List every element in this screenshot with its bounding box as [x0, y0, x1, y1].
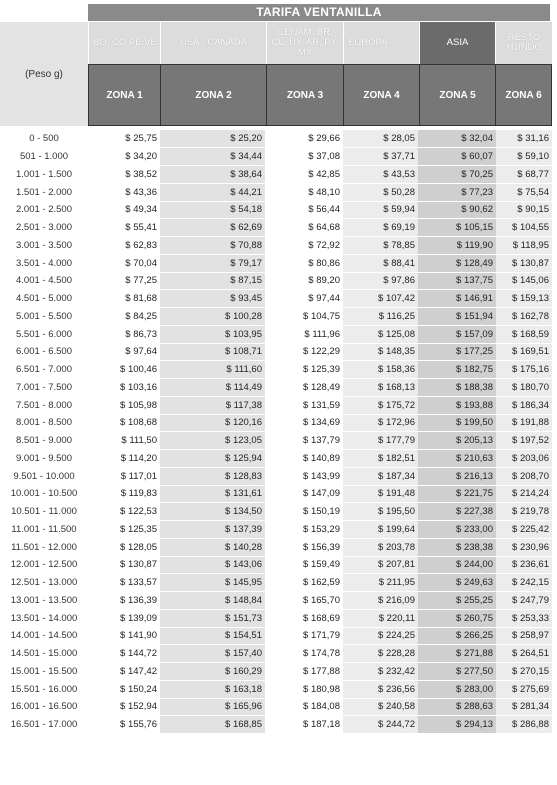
table-row [0, 467, 552, 485]
rate-table [0, 130, 552, 734]
rate-cell-zone-3: $ 140,89 [265, 450, 343, 468]
rate-cell-zone-4: $ 203,78 [343, 538, 418, 556]
rate-cell-zone-5: $ 205,13 [418, 432, 496, 450]
rate-cell-zone-4: $ 216,09 [343, 592, 418, 610]
rate-cell-zone-1: $ 136,39 [88, 592, 160, 610]
rate-cell-zone-1: $ 122,53 [88, 503, 160, 521]
weight-range-cell: 3.501 - 4.000 [16, 257, 72, 269]
rate-cell-zone-6: $ 145,06 [496, 272, 552, 290]
rate-cell-zone-2: $ 38,64 [160, 166, 265, 184]
weight-range-cell: 501 - 1.000 [19, 151, 69, 163]
rate-cell-zone-3: $ 80,86 [265, 254, 343, 272]
rate-cell-zone-3: $ 168,69 [265, 609, 343, 627]
rate-cell-zone-1: $ 100,46 [88, 361, 160, 379]
table-row [0, 592, 552, 610]
rate-cell-zone-2: $ 34,44 [160, 148, 265, 166]
table-row [0, 308, 552, 326]
rate-cell-zone-2: $ 157,40 [160, 645, 265, 663]
weight-range-cell: 13.001 - 13.500 [10, 594, 78, 606]
table-row [0, 716, 552, 734]
table-row [0, 272, 552, 290]
rate-cell-zone-4: $ 172,96 [343, 414, 418, 432]
rate-cell-zone-4: $ 43,53 [343, 166, 418, 184]
weight-range-cell: 15.001 - 15.500 [10, 665, 78, 677]
rate-cell-zone-4: $ 191,48 [343, 485, 418, 503]
rate-cell-zone-2: $ 165,96 [160, 698, 265, 716]
rate-cell-zone-4: $ 175,72 [343, 396, 418, 414]
rate-cell-zone-6: $ 31,16 [496, 130, 552, 148]
rate-cell-zone-6: $ 175,16 [496, 361, 552, 379]
rate-cell-zone-3: $ 174,78 [265, 645, 343, 663]
destination-zone-6: RESTO MUNDO [495, 22, 552, 64]
destination-zone-4: EUROPA [343, 22, 419, 64]
rate-cell-zone-3: $ 134,69 [265, 414, 343, 432]
rate-cell-zone-5: $ 294,13 [418, 716, 496, 734]
rate-cell-zone-1: $ 119,83 [88, 485, 160, 503]
destination-zone-1: BO, CO PE,VE [88, 22, 160, 64]
rate-cell-zone-5: $ 60,07 [418, 148, 496, 166]
weight-range-cell: 3.001 - 3.500 [16, 239, 72, 251]
rate-cell-zone-3: $ 180,98 [265, 680, 343, 698]
rate-cell-zone-3: $ 159,49 [265, 556, 343, 574]
rate-cell-zone-2: $ 145,95 [160, 574, 265, 592]
rate-cell-zone-6: $ 219,78 [496, 503, 552, 521]
rate-cell-zone-2: $ 143,06 [160, 556, 265, 574]
rate-cell-zone-1: $ 155,76 [88, 716, 160, 734]
rate-cell-zone-5: $ 277,50 [418, 663, 496, 681]
rate-cell-zone-2: $ 79,17 [160, 254, 265, 272]
rate-cell-zone-3: $ 150,19 [265, 503, 343, 521]
weight-range-cell: 9.501 - 10.000 [13, 470, 75, 482]
weight-range-cell: 10.001 - 10.500 [10, 488, 78, 500]
rate-cell-zone-1: $ 86,73 [88, 325, 160, 343]
table-row [0, 361, 552, 379]
weight-range-cell: 6.001 - 6.500 [16, 346, 72, 358]
rate-cell-zone-3: $ 143,99 [265, 467, 343, 485]
rate-cell-zone-3: $ 137,79 [265, 432, 343, 450]
table-row [0, 201, 552, 219]
rate-cell-zone-5: $ 255,25 [418, 592, 496, 610]
rate-cell-zone-2: $ 160,29 [160, 663, 265, 681]
weight-range-cell: 9.001 - 9.500 [16, 452, 72, 464]
rate-cell-zone-5: $ 157,09 [418, 325, 496, 343]
rate-cell-zone-1: $ 34,20 [88, 148, 160, 166]
rate-cell-zone-5: $ 193,88 [418, 396, 496, 414]
rate-cell-zone-1: $ 103,16 [88, 379, 160, 397]
rate-cell-zone-4: $ 187,34 [343, 467, 418, 485]
weight-range-cell: 12.001 - 12.500 [10, 559, 78, 571]
rate-cell-zone-1: $ 105,98 [88, 396, 160, 414]
table-row [0, 414, 552, 432]
table-row [0, 325, 552, 343]
rate-cell-zone-1: $ 25,75 [88, 130, 160, 148]
rate-cell-zone-2: $ 103,95 [160, 325, 265, 343]
rate-cell-zone-6: $ 197,52 [496, 432, 552, 450]
rate-cell-zone-6: $ 258,97 [496, 627, 552, 645]
rate-cell-zone-4: $ 211,95 [343, 574, 418, 592]
zone-header-3: ZONA 3 [266, 64, 344, 126]
rate-cell-zone-3: $ 56,44 [265, 201, 343, 219]
rate-cell-zone-6: $ 130,87 [496, 254, 552, 272]
table-row [0, 503, 552, 521]
rate-cell-zone-5: $ 199,50 [418, 414, 496, 432]
rate-cell-zone-3: $ 177,88 [265, 663, 343, 681]
rate-cell-zone-4: $ 207,81 [343, 556, 418, 574]
rate-cell-zone-6: $ 159,13 [496, 290, 552, 308]
rate-cell-zone-1: $ 147,42 [88, 663, 160, 681]
rate-cell-zone-4: $ 195,50 [343, 503, 418, 521]
rate-cell-zone-3: $ 37,08 [265, 148, 343, 166]
rate-cell-zone-1: $ 114,20 [88, 450, 160, 468]
table-row [0, 645, 552, 663]
rate-cell-zone-6: $ 242,15 [496, 574, 552, 592]
rate-cell-zone-3: $ 48,10 [265, 183, 343, 201]
rate-cell-zone-2: $ 131,61 [160, 485, 265, 503]
rate-cell-zone-5: $ 283,00 [418, 680, 496, 698]
rate-cell-zone-1: $ 70,04 [88, 254, 160, 272]
rate-cell-zone-3: $ 125,39 [265, 361, 343, 379]
rate-cell-zone-4: $ 168,13 [343, 379, 418, 397]
rate-cell-zone-2: $ 117,38 [160, 396, 265, 414]
rate-cell-zone-2: $ 62,69 [160, 219, 265, 237]
rate-cell-zone-4: $ 228,28 [343, 645, 418, 663]
rate-cell-zone-3: $ 184,08 [265, 698, 343, 716]
rate-cell-zone-2: $ 128,83 [160, 467, 265, 485]
rate-cell-zone-3: $ 72,92 [265, 237, 343, 255]
rate-cell-zone-3: $ 187,18 [265, 716, 343, 734]
rate-cell-zone-2: $ 87,15 [160, 272, 265, 290]
rate-cell-zone-6: $ 230,96 [496, 538, 552, 556]
rate-cell-zone-3: $ 153,29 [265, 521, 343, 539]
rate-cell-zone-4: $ 116,25 [343, 308, 418, 326]
rate-cell-zone-4: $ 177,79 [343, 432, 418, 450]
rate-cell-zone-6: $ 68,77 [496, 166, 552, 184]
rate-cell-zone-3: $ 111,96 [265, 325, 343, 343]
rate-cell-zone-3: $ 165,70 [265, 592, 343, 610]
rate-cell-zone-5: $ 119,90 [418, 237, 496, 255]
table-row [0, 556, 552, 574]
rate-cell-zone-4: $ 199,64 [343, 521, 418, 539]
rate-cell-zone-6: $ 169,51 [496, 343, 552, 361]
table-row [0, 130, 552, 148]
rate-cell-zone-3: $ 156,39 [265, 538, 343, 556]
rate-cell-zone-4: $ 97,86 [343, 272, 418, 290]
zone-header-1: ZONA 1 [88, 64, 161, 126]
rate-cell-zone-3: $ 171,79 [265, 627, 343, 645]
rate-cell-zone-2: $ 140,28 [160, 538, 265, 556]
rate-cell-zone-3: $ 104,75 [265, 308, 343, 326]
rate-cell-zone-1: $ 144,72 [88, 645, 160, 663]
rate-cell-zone-6: $ 247,79 [496, 592, 552, 610]
rate-cell-zone-5: $ 105,15 [418, 219, 496, 237]
rate-cell-zone-6: $ 162,78 [496, 308, 552, 326]
rate-cell-zone-6: $ 104,55 [496, 219, 552, 237]
rate-cell-zone-5: $ 260,75 [418, 609, 496, 627]
table-row [0, 450, 552, 468]
weight-range-cell: 2.001 - 2.500 [16, 204, 72, 216]
weight-range-cell: 11.501 - 12.000 [11, 541, 77, 553]
rate-cell-zone-3: $ 29,66 [265, 130, 343, 148]
rate-cell-zone-6: $ 281,34 [496, 698, 552, 716]
rate-cell-zone-4: $ 224,25 [343, 627, 418, 645]
rate-cell-zone-6: $ 118,95 [496, 237, 552, 255]
table-row [0, 627, 552, 645]
rate-cell-zone-6: $ 59,10 [496, 148, 552, 166]
rate-cell-zone-5: $ 238,38 [418, 538, 496, 556]
rate-cell-zone-1: $ 43,36 [88, 183, 160, 201]
weight-range-cell: 8.501 - 9.000 [16, 435, 72, 447]
table-title: TARIFA VENTANILLA [88, 4, 550, 21]
rate-cell-zone-2: $ 54,18 [160, 201, 265, 219]
table-row [0, 538, 552, 556]
rate-cell-zone-2: $ 134,50 [160, 503, 265, 521]
rate-cell-zone-6: $ 275,69 [496, 680, 552, 698]
rate-cell-zone-5: $ 221,75 [418, 485, 496, 503]
table-row [0, 237, 552, 255]
rate-cell-zone-1: $ 38,52 [88, 166, 160, 184]
weight-range-cell: 12.501 - 13.000 [10, 577, 78, 589]
destination-zone-3: CENAM, BR, CL, UY, AR, PY, MX [266, 22, 343, 64]
rate-cell-zone-1: $ 62,83 [88, 237, 160, 255]
weight-range-cell: 10.501 - 11.000 [11, 506, 77, 518]
rate-cell-zone-6: $ 270,15 [496, 663, 552, 681]
weight-range-cell: 14.001 - 14.500 [10, 630, 78, 642]
rate-cell-zone-5: $ 177,25 [418, 343, 496, 361]
rate-cell-zone-1: $ 130,87 [88, 556, 160, 574]
rate-cell-zone-1: $ 152,94 [88, 698, 160, 716]
rate-cell-zone-4: $ 182,51 [343, 450, 418, 468]
destination-zone-5: ASIA [419, 22, 495, 64]
zone-header-2: ZONA 2 [160, 64, 267, 126]
weight-range-cell: 1.001 - 1.500 [16, 168, 72, 180]
rate-cell-zone-5: $ 266,25 [418, 627, 496, 645]
weight-range-cell: 13.501 - 14.000 [10, 612, 78, 624]
rate-cell-zone-6: $ 75,54 [496, 183, 552, 201]
rate-cell-zone-1: $ 128,05 [88, 538, 160, 556]
rate-cell-zone-5: $ 249,63 [418, 574, 496, 592]
table-row [0, 432, 552, 450]
table-row [0, 166, 552, 184]
rate-cell-zone-2: $ 137,39 [160, 521, 265, 539]
rate-cell-zone-5: $ 70,25 [418, 166, 496, 184]
rate-cell-zone-4: $ 37,71 [343, 148, 418, 166]
table-row [0, 396, 552, 414]
table-row [0, 379, 552, 397]
rate-cell-zone-4: $ 69,19 [343, 219, 418, 237]
rate-cell-zone-5: $ 288,63 [418, 698, 496, 716]
rate-cell-zone-5: $ 128,49 [418, 254, 496, 272]
rate-cell-zone-2: $ 120,16 [160, 414, 265, 432]
rate-cell-zone-4: $ 125,08 [343, 325, 418, 343]
rate-cell-zone-4: $ 59,94 [343, 201, 418, 219]
rate-cell-zone-1: $ 117,01 [88, 467, 160, 485]
rate-cell-zone-2: $ 44,21 [160, 183, 265, 201]
weight-range-cell: 7.001 - 7.500 [16, 381, 72, 393]
rate-cell-zone-4: $ 240,58 [343, 698, 418, 716]
rate-cell-zone-3: $ 42,85 [265, 166, 343, 184]
destination-zone-2: USA - CANADA [160, 22, 266, 64]
rate-cell-zone-2: $ 125,94 [160, 450, 265, 468]
rate-cell-zone-3: $ 162,59 [265, 574, 343, 592]
rate-cell-zone-5: $ 77,23 [418, 183, 496, 201]
rate-cell-zone-5: $ 227,38 [418, 503, 496, 521]
rate-cell-zone-6: $ 236,61 [496, 556, 552, 574]
table-row [0, 698, 552, 716]
rate-cell-zone-5: $ 90,62 [418, 201, 496, 219]
rate-cell-zone-1: $ 139,09 [88, 609, 160, 627]
rate-cell-zone-1: $ 84,25 [88, 308, 160, 326]
zone-header-5: ZONA 5 [419, 64, 496, 126]
rate-cell-zone-4: $ 78,85 [343, 237, 418, 255]
weight-range-cell: 16.001 - 16.500 [10, 701, 78, 713]
table-row [0, 521, 552, 539]
rate-cell-zone-6: $ 180,70 [496, 379, 552, 397]
rate-cell-zone-3: $ 128,49 [265, 379, 343, 397]
rate-cell-zone-3: $ 89,20 [265, 272, 343, 290]
rate-cell-zone-6: $ 168,59 [496, 325, 552, 343]
rate-cell-zone-4: $ 158,36 [343, 361, 418, 379]
rate-cell-zone-1: $ 141,90 [88, 627, 160, 645]
rate-cell-zone-2: $ 154,51 [160, 627, 265, 645]
table-row [0, 680, 552, 698]
weight-range-cell: 4.501 - 5.000 [16, 293, 72, 305]
table-row [0, 290, 552, 308]
rate-cell-zone-1: $ 125,35 [88, 521, 160, 539]
rate-cell-zone-2: $ 25,20 [160, 130, 265, 148]
rate-cell-zone-2: $ 70,88 [160, 237, 265, 255]
rate-cell-zone-4: $ 28,05 [343, 130, 418, 148]
weight-range-cell: 5.001 - 5.500 [16, 310, 72, 322]
weight-range-cell: 15.501 - 16.000 [10, 683, 78, 695]
table-row [0, 148, 552, 166]
rate-cell-zone-2: $ 148,84 [160, 592, 265, 610]
table-row [0, 219, 552, 237]
weight-range-cell: 7.501 - 8.000 [16, 399, 72, 411]
table-row [0, 663, 552, 681]
rate-cell-zone-5: $ 151,94 [418, 308, 496, 326]
weight-range-cell: 16.501 - 17.000 [10, 719, 78, 731]
rate-cell-zone-2: $ 108,71 [160, 343, 265, 361]
rate-cell-zone-3: $ 64,68 [265, 219, 343, 237]
rate-cell-zone-4: $ 148,35 [343, 343, 418, 361]
weight-range-cell: 14.501 - 15.000 [10, 648, 78, 660]
rate-cell-zone-1: $ 55,41 [88, 219, 160, 237]
table-row [0, 343, 552, 361]
rate-cell-zone-5: $ 233,00 [418, 521, 496, 539]
weight-range-cell: 4.001 - 4.500 [16, 275, 72, 287]
rate-cell-zone-2: $ 123,05 [160, 432, 265, 450]
rate-cell-zone-6: $ 203,06 [496, 450, 552, 468]
rate-cell-zone-1: $ 133,57 [88, 574, 160, 592]
zone-header-6: ZONA 6 [495, 64, 552, 126]
rate-cell-zone-1: $ 97,64 [88, 343, 160, 361]
rate-cell-zone-1: $ 49,34 [88, 201, 160, 219]
rate-cell-zone-6: $ 208,70 [496, 467, 552, 485]
rate-cell-zone-4: $ 220,11 [343, 609, 418, 627]
rate-cell-zone-2: $ 163,18 [160, 680, 265, 698]
weight-range-cell: 11.001 - 11.500 [11, 523, 77, 535]
rate-cell-zone-1: $ 150,24 [88, 680, 160, 698]
rate-cell-zone-6: $ 191,88 [496, 414, 552, 432]
rate-cell-zone-4: $ 236,56 [343, 680, 418, 698]
rate-cell-zone-3: $ 147,09 [265, 485, 343, 503]
rate-cell-zone-3: $ 122,29 [265, 343, 343, 361]
rate-cell-zone-6: $ 186,34 [496, 396, 552, 414]
weight-range-cell: 1.501 - 2.000 [16, 186, 72, 198]
rate-cell-zone-4: $ 107,42 [343, 290, 418, 308]
rate-cell-zone-6: $ 253,33 [496, 609, 552, 627]
rate-cell-zone-4: $ 244,72 [343, 716, 418, 734]
rate-cell-zone-2: $ 100,28 [160, 308, 265, 326]
weight-range-cell: 8.001 - 8.500 [16, 417, 72, 429]
table-row [0, 574, 552, 592]
rate-cell-zone-2: $ 168,85 [160, 716, 265, 734]
rate-cell-zone-6: $ 225,42 [496, 521, 552, 539]
rate-cell-zone-4: $ 232,42 [343, 663, 418, 681]
weight-header: (Peso g) [0, 22, 88, 126]
rate-cell-zone-5: $ 244,00 [418, 556, 496, 574]
rate-cell-zone-3: $ 97,44 [265, 290, 343, 308]
rate-cell-zone-4: $ 88,41 [343, 254, 418, 272]
rate-cell-zone-5: $ 216,13 [418, 467, 496, 485]
table-row [0, 183, 552, 201]
rate-cell-zone-5: $ 137,75 [418, 272, 496, 290]
rate-cell-zone-4: $ 50,28 [343, 183, 418, 201]
rate-cell-zone-1: $ 111,50 [88, 432, 160, 450]
rate-cell-zone-5: $ 271,88 [418, 645, 496, 663]
rate-cell-zone-5: $ 188,38 [418, 379, 496, 397]
table-row [0, 254, 552, 272]
zone-header-4: ZONA 4 [343, 64, 420, 126]
rate-cell-zone-6: $ 214,24 [496, 485, 552, 503]
rate-cell-zone-5: $ 210,63 [418, 450, 496, 468]
weight-range-cell: 0 - 500 [29, 133, 59, 145]
rate-cell-zone-1: $ 77,25 [88, 272, 160, 290]
rate-cell-zone-5: $ 146,91 [418, 290, 496, 308]
table-row [0, 609, 552, 627]
weight-range-cell: 6.501 - 7.000 [16, 364, 72, 376]
rate-cell-zone-1: $ 81,68 [88, 290, 160, 308]
rate-cell-zone-2: $ 114,49 [160, 379, 265, 397]
rate-cell-zone-6: $ 264,51 [496, 645, 552, 663]
rate-cell-zone-2: $ 111,60 [160, 361, 265, 379]
rate-cell-zone-2: $ 93,45 [160, 290, 265, 308]
rate-cell-zone-5: $ 182,75 [418, 361, 496, 379]
rate-cell-zone-3: $ 131,59 [265, 396, 343, 414]
rate-cell-zone-5: $ 32,04 [418, 130, 496, 148]
table-row [0, 485, 552, 503]
rate-cell-zone-6: $ 90,15 [496, 201, 552, 219]
rate-cell-zone-2: $ 151,73 [160, 609, 265, 627]
rate-cell-zone-6: $ 286,88 [496, 716, 552, 734]
weight-range-cell: 5.501 - 6.000 [16, 328, 72, 340]
weight-range-cell: 2.501 - 3.000 [16, 222, 72, 234]
rate-cell-zone-1: $ 108,68 [88, 414, 160, 432]
